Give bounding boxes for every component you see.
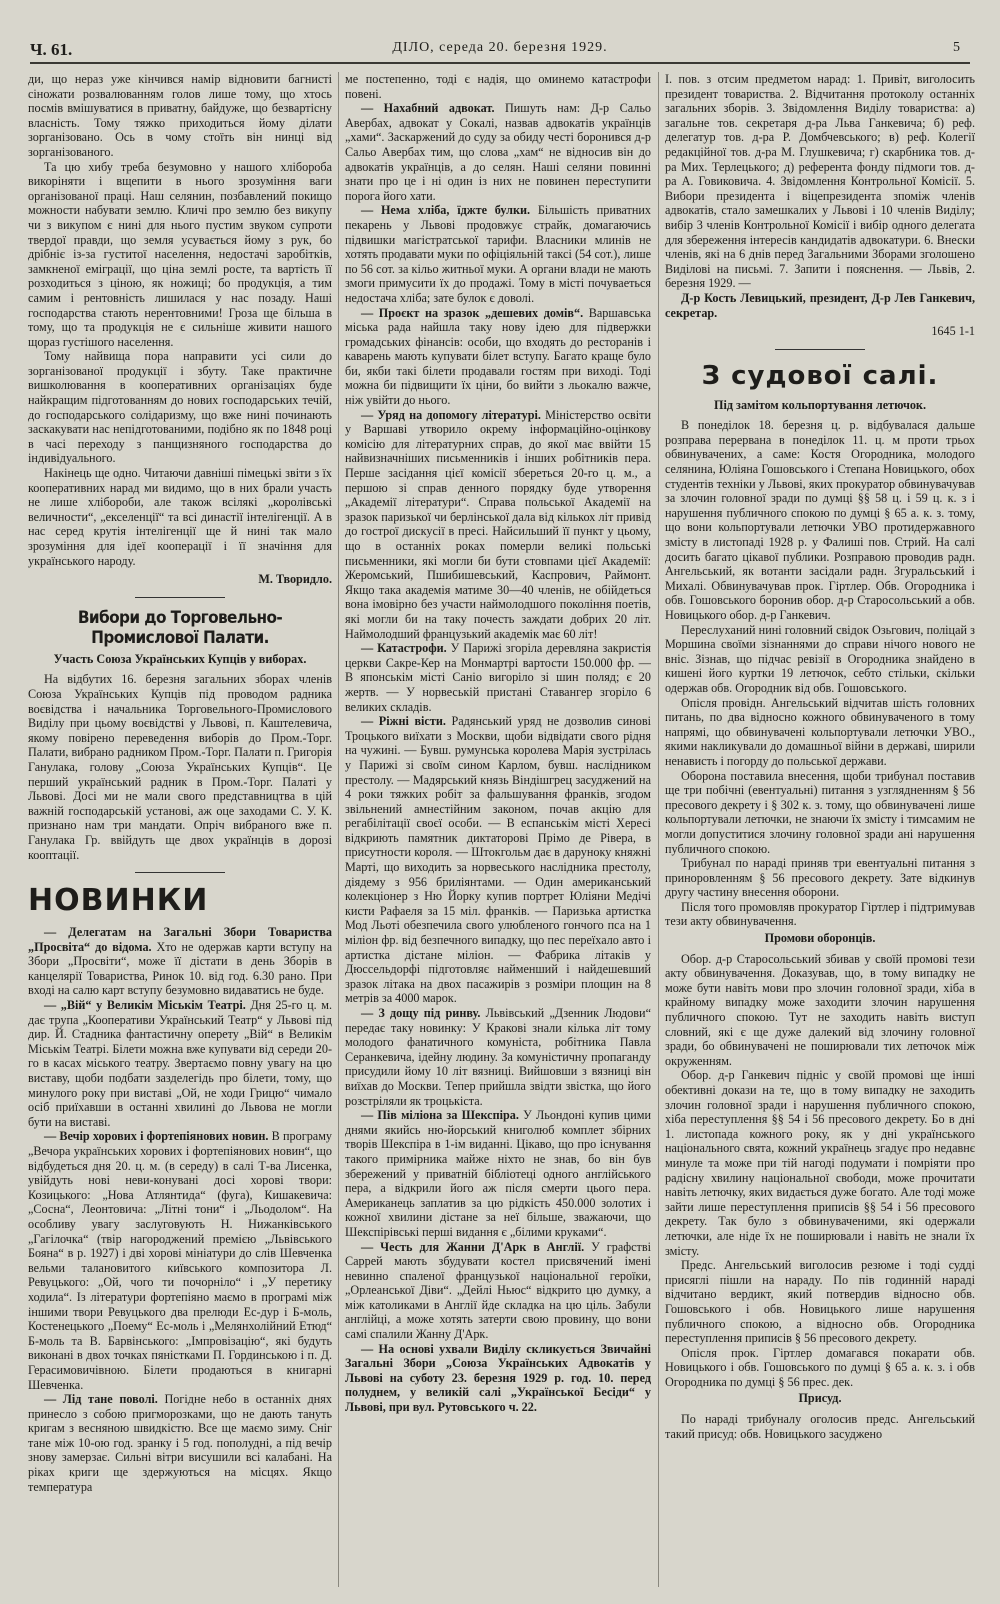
news-text: Радянський уряд не дозволив синові Троцького виїхати з Москви, щоби відвідати свого рідня на чужині. — Бувш. румунська королева Марія зустрілась у Парижі зі своїм сином Карлом, бувш. наслідником престолу. — Мадярський князь Віндішгрец засуджений на 4 роки тяжких робіт за фальшування франків, згодом звільнений амнестійним законом, почав акцію для регабілітації своєї особи. — В еспанськім місті Хересі відкриють памятник диктаторові Прімо де Рівера, в присутности короля. — Штокгольм дає в даруноку княжні Марті, що виходить за норвеського наслідника престолу, діядему з 956 бриліянтами. — Один американський колекціонер з Ню Йорку купив портрет Юліяни Медічі кисти Рафаеля за 15 міл. франків. — Паризька артистка Мод Льоті обезпечила свого улюбленого гончого пса на 1 міліон фр. від безпечного випадку, що пес переїхало авто і артистка дістане міліон. — Фабрика літаків у Дюссельдорфі підготовляє найменший і найдешевший зразок літака на двох пасажирів з розміри площин на 8 метрів за 4000 марок. xyxy=(345,714,651,1006)
news-title: — Честь для Жанни Д'Арк в Англії. xyxy=(361,1239,585,1254)
news-title: — Нахабний адвокат. xyxy=(361,101,495,116)
news-title: — З дощу під ринву. xyxy=(361,1006,481,1020)
news-title: — На основі ухвали Виділу скликується Звичайні Загальні Збори „Союза Українських Адвокатів у Львові на суботу 23. березня 1929 р. год. 10. перед полуднем, у великій салі „Української Бесіди“ у Львові, при вул. Рутовського ч. 22. xyxy=(345,1341,651,1415)
paragraph: На відбутих 16. березня загальних зборах членів Союза Українських Купців під проводом радника воєвідства і начальника Торговельного-Промислового Виділу при цьому воєвідстві у Львові, п. Каштелевича, якому повірено переведення виборів до Пром.-Торг. Палати, вибрано радником Пром.-Торг. Палати п. Григорія Ганулака, голову „Союза Українських Купців“. Це перший український радник в Пром.-Торг. Палаті у Львові. Досі ми не мали свого представництва в цій важній господарській установі, аж оце заходами С. У. К. признано нам три мандати. Опріч вибраного вже п. Ганулака Гр. ввійдуть ще двох українців в дорозі кооптації. xyxy=(28,672,332,862)
paragraph: Опісля провідн. Ангельський відчитав шість головних питань, по два відносно кожного обвинуваченого в тому напрямі, що обвинувачені кольпортували летючки УВО., якими накликували до домашньої війни в державі, ширили ненависть і погорду до польської держави. xyxy=(665,695,975,768)
section-heading: З судової салі. xyxy=(701,360,939,391)
paragraph: І. пов. з отсим предметом нарад: 1. Привіт, виголосить президент товариства. 2. Відчитання протоколу останніх загальних зборів. 3. Звідомлення Виділу товариства: а) загальне тов. секретаря д-ра Льва Ганкевича; б) реф. делегатур тов. д-ра Р. Домбчевського; в) реф. Колегії редакційної тов. д-ра М. Глушкевича; г) скарбника тов. д-ра Мих. Терлецького; д) референта фонду підмоги тов. д-ра А. Говиковича. 4. Звідомлення Контрольної Комісії. 5. Вибори президента і віцепрезидента зпоміж членів адвокатів, стало замешкалих у Львові і 10 членів Виділу; вибір 3 членів Контрольної Комісії і вибір одного делегата для збереження інтересів кандидатів адвокатури. 6. Внески членів, які на 6 днів перед Загальними Зборами зголошено Виділові на письмі. 7. Запити і пояснення. — Львів, 2. березня 1929. — xyxy=(665,72,975,291)
paragraph: Після того промовляв прокуратор Гіртлер і підтримував тези акту обвинувачення. xyxy=(665,899,975,929)
section-subheading: Присуд. xyxy=(798,1391,842,1406)
news-title: — Ріжні вісти. xyxy=(361,714,446,729)
paragraph: По нараді трибуналу оголосив предс. Ангельський такий присуд: обв. Новицького засуджено xyxy=(665,1412,975,1441)
divider xyxy=(775,349,865,350)
news-text: Львівський „Дзенник Людови“ передає таку новинку: У Кракові знали кілька літ тому молодого фанатичного комуніста, робітника Павла Серанкевича, ідейну людину. За комуністичну пропаганду присудили йому 10 літ вязниці. Вийшовши з вязниці він виїхав до Москви. Тепер прийшла звідти звістка, що його розстріляли як троцькіста. xyxy=(345,1006,651,1108)
news-title: — Катастрофи. xyxy=(361,641,447,656)
news-title: — Делегатам на Загальні Збори Товариства „Просвіта“ до відома. xyxy=(28,925,332,954)
news-text: Варшавська міська рада найшла таку нову ідею для підвержки громадських фінансів: особи, що входять до ресторанів і каварень мають купувати білет вступу. Багато краще було би, якби такі білети продавали гостям при виході. Тоді можна би підвищити їх ціни, бо вийти з льокалю важче, ніж увійти до нього. xyxy=(345,305,651,408)
paragraph: Обор. д-р Старосольський збивав у своїй промові тези акту обвинувачення. Доказував, що, в тому випадку не може бути навіть мови про злочин головної зради, хіба в крайному випадку може заходити злочин нарушення публичного спокою. Тут не заходить навіть виступ словний, які є ще дуже далекий від злочину головної зради, бо обвинувачені не поширювали тих летючок між окруженням. xyxy=(665,951,975,1068)
paragraph: Переслуханий нині головний свідок Озьгович, поліцай з Моршина своїми зізнаннями до справи нічого нового не вніс. Зізнав, що підчас ревізії в Огородника знайдено в кишені його куртки 19 летючок, себто стільки, скільки одержав обв. Огородник від обв. Гошовського. xyxy=(665,622,975,695)
paragraph: Оборона поставила внесення, щоби трибунал поставив ще три побічні (евентуальні) питання з узглядненням § 56 пресового декрету і § 302 к. з. тому, що обвинувачені лише кольпортували летючки, не знаючи їх змісту і тимсамим не могли допуститися злочину головної зради ані нарушення публичного спокою. xyxy=(665,768,975,856)
paragraph: Предс. Ангельський виголосив резюме і тоді судді присяглі пішли на нараду. По пів годинній нараді відчитано вердикт, який потвердив відносно обв. Гошовського і обв. Новицького лише нарушення публичного спокою, а відносно обв. Огородника переступлення приписів § 56 пресового декрету. xyxy=(665,1258,975,1346)
news-text: Міністерство освіти у Варшаві утворило окрему інформаційно-оцінкову комісію для літературних справ, до якої має ввійти 15 найвизначніших письменників і інших робітників пера. Перше засідання цієї комісії збереться 20-го ц. м., а першою зі справ денного порядку буде утворення „Академії літератури“. Справа польської Академії на зразок паризької чи берлінської дала від кількох літ привід до гострої дискусії в пресі. Найсильший її пункт у цьому, що в останніх роках померли великі польські письменники, які могли би бути стовпами цієї Академії: Жеромський, Пшибишевський, Каспрович, Раймонт. Якщо така академія матиме 30—40 членів, не обійдеться вона імовірно без участи наймолодшого покоління поетів, які могли би на таку почесть заждати добрих 20 літ. Наймолодший французький академік має 60 літ! xyxy=(345,407,651,641)
article-subheadline: Під замітом кольпортування летючок. xyxy=(713,397,926,412)
section-subheading: Промови оборонців. xyxy=(764,931,876,946)
column-2 xyxy=(345,72,651,1587)
news-title: — „Вій“ у Великім Міськім Театрі. xyxy=(44,998,246,1013)
section-heading: НОВИНКИ xyxy=(28,883,209,919)
paragraph: Обор. д-р Ганкевич підніс у своїй промові ще інші обективні докази на те, що в тому випадку не заходить злочин головної зради і нарушення публичного спокою, хіба переступлення §§ 54 і 56 пресового декрету. Бо в дні 1. листопада кожного року, як у дні українського національного свята, кожний українець згадує про недавнє минуле та може при тій нагоді подумати і помріяти про радісну хвилину національної свободи, може прочитати навіть летючку, яких видається дуже богато. Але тоді може зайти лише переступлення приписів §§ 54 і 56 пресового декрету. Так було з обвинуваченими, які одержали летючки, але ніде їх не поширювали і навіть не знали їх змісту. xyxy=(665,1068,975,1258)
divider xyxy=(135,597,225,598)
page-number: 5 xyxy=(953,40,960,55)
issue-number: Ч. 61. xyxy=(30,40,73,59)
news-text: Дня 25-го ц. м. дає трупа „Кооперативи Український Театр“ у Львові під дир. Й. Стадника фантастичну оперету „Вій“ в Великім Міськім Театрі. Білети можна вже купувати від середи 20-го в касах міського театру. Звертаємо повну увагу на цю виставу, щоби подбати зазделегідь про білети, тому, що минулого року при виставі „Ой, не ходи Грицю“ чимало осіб приїхавши в останні хвилині до Львова не могли бути на виставі. xyxy=(28,998,332,1129)
column-rule xyxy=(658,72,659,1587)
news-text: В програму „Вечора українських хорових і фортепіянових новин“, що відбудеться дня 20. ц. м. (в середу) в салі Т-ва Лисенка, увійдуть нові неви-конувані досі хорові твори: Козицького: „Нова Атлянтида“ (фуга), Кишакевича: „Сосна“, Леонтовича: „Літні тони“ і „Льодолом“. На особливу увагу заслуговують Н. Нижанківського „Гагілочка“ (твір нагороджений премією „Львівського Бояна“ в р. 1927) і дві хорові мініатури до слів Шевченка вельми талановитого київського композитора Л. Ревуцького: „Ой, чого ти почорніло“ і „У перетику ходила“. Із літератури фортепіяно маємо в програмі між іншими твори Ревуцького два прелюди Ес-дур і Б-моль, Костенецького „Поему“ Ес-моль і „Мелянхолійний Етюд“ Б-моль та В. Барвінського: „Імпровізацію“, які будуть виконані в двох точках пяністками П. Гординською і п. Д. Герасимовичівною. Білети продаються в книгарні Шевченка. xyxy=(28,1129,332,1392)
news-title: — Вечір хорових і фортепіянових новин. xyxy=(44,1129,269,1144)
paragraph: Опісля прок. Гіртлер домагався покарати обв. Новицького і обв. Гошовського по думці § 65 а. к. з. і обв Огородника по думці § 56 прес. дек. xyxy=(665,1345,975,1389)
column-rule xyxy=(338,72,339,1587)
news-title: — Уряд на допомогу літературі. xyxy=(361,407,541,422)
article-headline: Вибори до Торговельно-Промислової Палати. xyxy=(77,607,283,648)
paragraph: Тому найвища пора направити усі сили до зорганізованої продукції і збуту. Таке практичне вишколювання в кооперативних організаціях буде найкращим підготованням до нових господарських течій, до господарського солідаризму, що вже нині починають заскакувати нас непідготованими, подібно як по 1848 році в часі переходу з панщизняного господарства до індивідуального. xyxy=(28,349,332,466)
news-title: — Проєкт на зразок „дешевих домів“. xyxy=(361,305,584,320)
news-text: У Парижі згоріла деревляна закристія церкви Сакре-Кер на Монмартрі вартости 150.000 фр. — В японськім місті Саніо вигоріло зі шин поляд; є 20 жертв. — У норвеській пристані Ставангер згоріло 6 великих складів. xyxy=(345,641,651,714)
paragraph: Трибунал по нараді приняв три евентуальні питання з приноровленням § 56 пресового декрету. Зате відкинув другу частину внесення оборони. xyxy=(665,856,975,900)
page-header xyxy=(30,40,970,64)
news-text: У Льондоні купив цими днями якийсь ню-йорський книголюб комплет збірних творів Шекспіра в 1-ім виданні. Цікаво, що про існування такого примірника майже ніхто не знав, бо він був збережений у приватній бібліотеці одного англійського пера, а відкрили його аж після смерти цього пера. Американець заплатив за цю рідкість 450.000 золотих і кожної хвилини дістане за неї більше, зважаючи, що Шекспірівські перші видання є „білими круками“. xyxy=(345,1108,651,1239)
news-text: Пишуть нам: Д-р Сальо Авербах, адвокат у Сокалі, назвав адвокатів українців „хами“. Заскаржений до суду за обиду честі боронився д-р Сальо Авербах тим, що слова „хам“ не відносив він до адвокатів українців, а до селян. Наші селяни повинні знати про це і ні один із них не повинен переступити порога його хати. xyxy=(345,101,651,203)
news-title: — Нема хліба, їджте булки. xyxy=(361,203,531,218)
paragraph: Накінець ще одно. Читаючи давніші пімецькі звіти з їх кооперативних нарад ми видимо, що в них брали участь не лише хлібороби, але також всілякі „королівські величности“, „екселенції“ та всі династії інтелігенції. А в нас серед крутія інтелігенції ще й нині так мало зрозуміння для ідеї кооперації і її значіння для українського народу. xyxy=(28,466,332,568)
news-text: Хто не одержав карти вступу на Збори „Просвіти“, може її дістати в день Зборів в канцелярії Товариства, Ринок 10. від год. 6.30 рано. При вході на салю карт вступу безумовно видаватись не буде. xyxy=(28,939,332,998)
paragraph: Та цю хибу треба безумовно у нашого хлібороба викоріняти і вщепити в нього зрозуміння ваги організованої праці. Наш селянин, позбавлений покищо можности набувати землю. Кличі про землю без викупу чи з викупом є нині для нього пустим звуком супроти твердої правди, що земля усувається йому з рук, бо дрібніє із-за густитої населення, недостачі заробітків, замкненої еміграції, що ціна землі росте, та вартість її розходиться з ціною, як ножиці; бо продукція, а тим самим і рентовність лишилася у нас позаду. Наші господарства стають нерентовними! Гроза ще більша в тому, що та продукція не є сильніше живити нашого щораз густішого населення. xyxy=(28,159,332,349)
column-3 xyxy=(665,72,975,1587)
paragraph: ме постепенно, тоді є надія, що оминемо катастрофи повені. xyxy=(345,72,651,101)
paragraph: ди, що нераз уже кінчився намір відновити багнисті сіножати розвалюванням голов лише тому, що хтось посмів вмішуватися в приватну, байдуже, що безвартісну власність. Тому тяжко приходиться йому ділати зорганізовано. Ось в чому стоїть він нинці від зорганізованого. xyxy=(28,72,332,159)
news-title: — Пів міліона за Шекспіра. xyxy=(361,1108,519,1123)
news-text: Погідне небо в останніх днях принесло з собою пригморозками, що не дають тануть кригам з весняною швидкістю. Все ще маємо зиму. Сніг тане між 10-ою год. зранку і 5 год. пополудні, а під вечір знову замерзає. Сильні вітри висушили всі калабані. На ріках криги ще здержуються на місцях. Якщо температура xyxy=(28,1392,332,1494)
author-signature: М. Творидло. xyxy=(258,572,332,587)
article-subheadline: Участь Союза Українських Купців у виборах. xyxy=(53,651,307,666)
news-text: Більшість приватних пекарень у Львові продовжує страйк, домагаючись підвишки магістратської тарифи. Власники млинів не хотять продавати муки по офіціяльній таксі (54 сот.), лише по 56 сот. за кільо житньої муки. А органи влади не мають змоги примусити їх до продажі. Тому в місті почуваеться недостача хліба; зате булок є доволі. xyxy=(345,203,651,305)
signatories: Д-р Кость Левицький, президент, Д-р Лев Ганкевич, секретар. xyxy=(665,290,975,320)
column-1 xyxy=(28,72,332,1587)
divider xyxy=(135,872,225,873)
paragraph: В понеділок 18. березня ц. р. відбувалася дальше розправа перервана в понеділок 11. ц. м проти трьох обвинувачених, а саме: Костя Огородника, молодого селянина, Юліяна Гошовського і Степана Новицького, обох студентів техніки у Львові, яких прокуратор обвинувачував за злочин головної зради по думці §§ 58 ц. і 59 ц. к. з і нарушення публичного спокою по думці § 65 а. к. з. тому, що вони кольпортували летючки УВО протидержавного змісту в листопаді 1928 р. у Фалиші пов. Стрий. На салі досить багато цікавої публики. Розправою проводив радн. Ангельський, як вотанти засідали радн. Згуральський і Михалі. Обвинувачував прок. Гіртлер. Обв. Огородника і обв. Гошовського боронив обор. д-р Старосольський а обв. Новицького обор. д-р Ганкевич. xyxy=(665,418,975,622)
masthead: ДІЛО, середа 20. березня 1929. xyxy=(392,40,608,55)
news-text: У графстві Саррей мають збудувати костел присвячений імені невинно спаленої французької національної героїки, „Орлеанської Діви“. „Дейлі Ньюс“ відкрито цю думку, а між католиками в Англії йде складка на цю ціль. Забули англійці, а може хотять затерти свою провину, що вони самі спалили Жанну Д'Арк. xyxy=(345,1239,651,1342)
news-title: — Лід тане поволі. xyxy=(44,1392,158,1407)
ad-code: 1645 1-1 xyxy=(931,324,975,339)
